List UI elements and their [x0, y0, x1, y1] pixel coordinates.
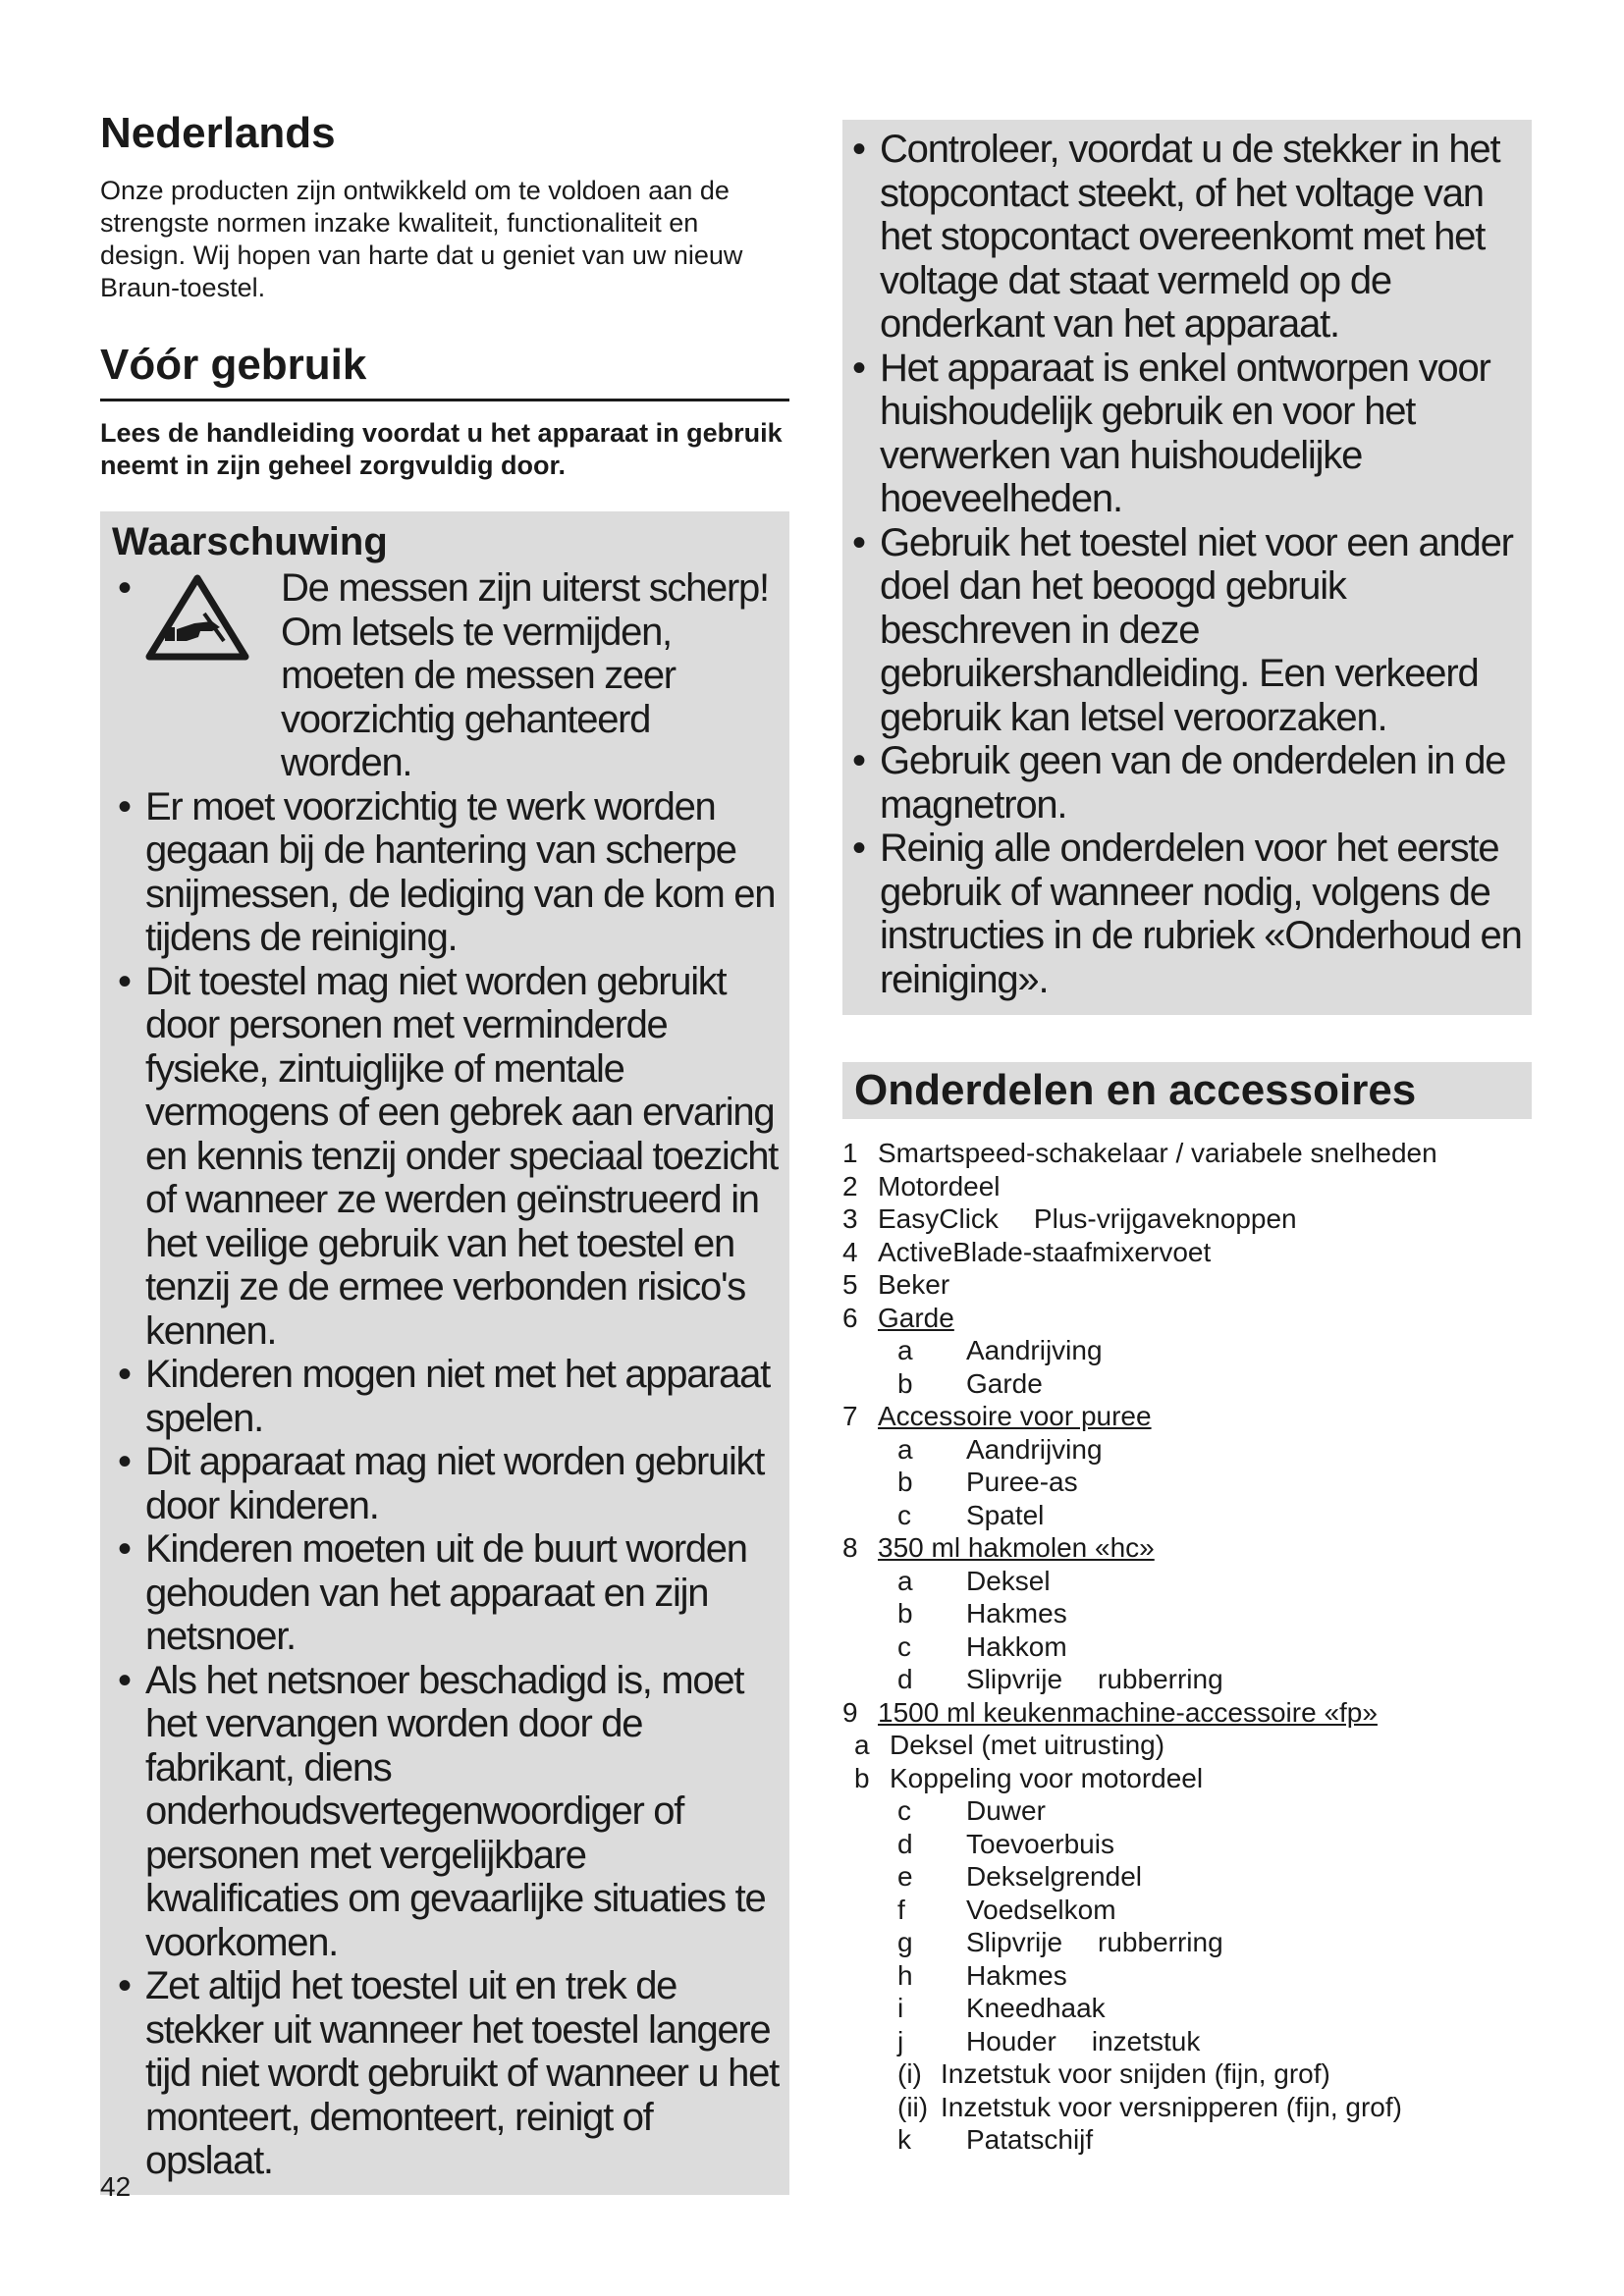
list-item: a Aandrijving: [897, 1433, 1103, 1465]
warning-item: • Kinderen moeten uit de buurt worden gehouden van het apparaat en zijn netsnoer.: [112, 1527, 780, 1659]
list-item: a Deksel: [897, 1565, 1051, 1596]
hand-cut-warning-icon: [143, 572, 251, 663]
list-item: k Patatschijf: [897, 2124, 1094, 2155]
page-number: 42: [100, 2171, 132, 2202]
list-item: h Hakmes: [897, 1959, 1067, 1991]
warning-box: [100, 511, 789, 2195]
list-item: i Kneedhaak: [897, 1993, 1106, 2023]
list-item: 5 Beker: [842, 1269, 950, 1300]
intro-paragraph: Onze producten zijn ontwikkeld om te voldoen aan de strengste normen inzake kwaliteit, functionaliteit en design. Wij hopen van harte dat u geniet van uw nieuw Braun-toestel.: [100, 176, 743, 302]
list-item: a Aandrijving: [897, 1335, 1103, 1365]
warning-item: • Dit toestel mag niet worden gebruikt door personen met verminderde fysieke, zintuiglijke of mentale vermogens of een gebrek aan ervaring en kennis tenzij onder speciaal toezicht of wanneer ze werden geïnstrueerd in het veilige gebruik van het toestel en tenzij ze de ermee verbonden risico's kennen.: [112, 960, 780, 1354]
warning-list-continued: [846, 128, 1522, 1001]
list-item: j Houder inzetstuk: [897, 2025, 1201, 2056]
list-item: 9 1500 ml keukenmachine-accessoire «fp»: [842, 1696, 1378, 1728]
list-item: c Hakkom: [897, 1630, 1067, 1662]
warning-item: • Reinig alle onderdelen voor het eerste gebruik of wanneer nodig, volgens de instructies in de rubriek «Onderhoud en reiniging».: [846, 827, 1522, 1001]
before-use-lead: Lees de handleiding voordat u het apparaat in gebruik neemt in zijn geheel zorgvuldig door.: [100, 418, 783, 480]
list-item: 3 EasyClick Plus-vrijgaveknoppen: [842, 1203, 1297, 1234]
list-item: g Slipvrije rubberring: [897, 1927, 1223, 1957]
list-item: (i) Inzetstuk voor snijden (fijn, grof): [897, 2058, 1330, 2089]
list-item: a Deksel (met uitrusting): [854, 1730, 1165, 1760]
list-item: c Spatel: [897, 1499, 1045, 1530]
list-item: b Koppeling voor motordeel: [854, 1762, 1204, 1793]
warning-item: • Gebruik geen van de onderdelen in de magnetron.: [846, 739, 1522, 827]
list-item: 2 Motordeel: [842, 1170, 1001, 1201]
list-item: 4 ActiveBlade-staafmixervoet: [842, 1236, 1212, 1267]
left-column: [100, 106, 789, 2195]
list-item: (ii) Inzetstuk voor versnipperen (fijn, grof): [897, 2091, 1402, 2122]
list-item: e Dekselgrendel: [897, 1861, 1142, 1892]
list-item: 6 Garde: [842, 1302, 954, 1333]
warning-box-continued: [842, 120, 1532, 1015]
parts-list: [842, 1137, 1532, 2157]
list-item: f Voedselkom: [897, 1894, 1116, 1925]
warning-list: [112, 566, 780, 2183]
warning-title: Waarschuwing: [112, 520, 388, 563]
right-column: [842, 120, 1532, 2157]
list-item: 8 350 ml hakmolen «hc»: [842, 1532, 1155, 1563]
list-item: b Hakmes: [897, 1598, 1067, 1629]
list-item: b Puree-as: [897, 1467, 1078, 1497]
parts-title: Onderdelen en accessoires: [842, 1062, 1532, 1119]
list-item: b Garde: [897, 1367, 1043, 1399]
warning-item: • Gebruik het toestel niet voor een ander doel dan het beoogd gebruik beschreven in deze gebruikershandleiding. Een verkeerd gebruik kan letsel veroorzaken.: [846, 521, 1522, 740]
warning-item: • Zet altijd het toestel uit en trek de stekker uit wanneer het toestel langere tijd niet wordt gebruikt of wanneer u het monteert, demonteert, reinigt of opslaat.: [112, 1964, 780, 2183]
warning-item-text: • De messen zijn uiterst scherp! Om letsels te vermijden, moeten de messen zeer voorzichtig gehanteerd worden.: [281, 566, 769, 784]
warning-item: [112, 566, 780, 785]
list-item: c Duwer: [897, 1795, 1046, 1826]
warning-item: • Als het netsnoer beschadigd is, moet het vervangen worden door de fabrikant, diens onderhoudsvertegenwoordiger of personen met vergelijkbare kwalificaties om gevaarlijke situaties te voorkomen.: [112, 1659, 780, 1965]
list-item: d Slipvrije rubberring: [897, 1664, 1223, 1694]
warning-item: • Dit apparaat mag niet worden gebruikt door kinderen.: [112, 1440, 780, 1527]
warning-item: • Het apparaat is enkel ontworpen voor huishoudelijk gebruik en voor het verwerken van huishoudelijke hoeveelheden.: [846, 347, 1522, 521]
language-heading: Nederlands: [100, 109, 336, 157]
warning-item: • Kinderen mogen niet met het apparaat spelen.: [112, 1353, 780, 1440]
list-item: d Toevoerbuis: [897, 1828, 1114, 1859]
list-item: 7 Accessoire voor puree: [842, 1401, 1152, 1431]
warning-item: • Er moet voorzichtig te werk worden gegaan bij de hantering van scherpe snijmessen, de lediging van de kom en tijdens de reiniging.: [112, 785, 780, 960]
list-item: 1 Smartspeed-schakelaar / variabele snelheden: [842, 1138, 1437, 1168]
warning-item: • Controleer, voordat u de stekker in het stopcontact steekt, of het voltage van het stopcontact overeenkomt met het voltage dat staat vermeld op de onderkant van het apparaat.: [846, 128, 1522, 347]
before-use-title: Vóór gebruik: [100, 340, 789, 401]
